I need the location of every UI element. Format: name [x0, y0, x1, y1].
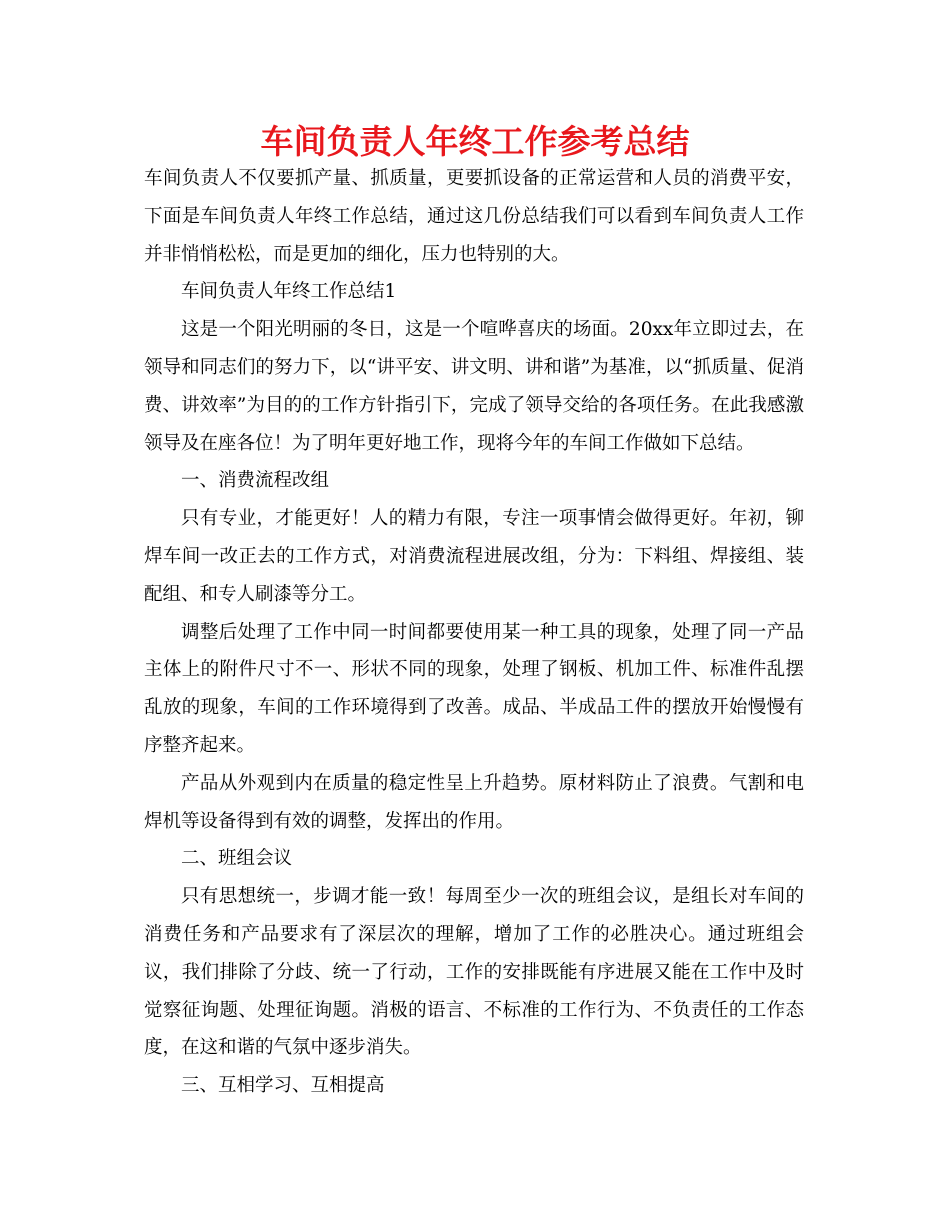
section-heading-summary-1: 车间负责人年终工作总结1 — [181, 281, 397, 303]
document-title: 车间负责人年终工作参考总结 — [260, 122, 690, 161]
body-paragraph: 这是一个阳光明丽的冬日，这是一个喧哗喜庆的场面。20xx年立即过去，在领导和同志们的努力下，以“讲平安、讲文明、讲和谐”为基准，以“抓质量、促消费、讲效率”为目的的工作方针指引下，完成了领导交给的各项任务。在此我感激领导及在座各位！为了明年更好地工作，现将今年的车间工作做如下总结。 — [144, 319, 804, 454]
body-paragraph: 只有专业，才能更好！人的精力有限，专注一项事情会做得更好。年初，铆焊车间一改正去的工作方式，对消费流程进展改组，分为：下料组、焊接组、装配组、和专人刷漆等分工。 — [144, 508, 804, 605]
section-heading-process-reorg: 一、消费流程改组 — [181, 470, 330, 492]
body-paragraph: 调整后处理了工作中同一时间都要使用某一种工具的现象，处理了同一产品主体上的附件尺寸不一、形状不同的现象，处理了钢板、机加工件、标准件乱摆乱放的现象，车间的工作环境得到了改善。成品、半成品工件的摆放开始慢慢有序整齐起来。 — [144, 621, 804, 756]
section-heading-team-meeting: 二、班组会议 — [181, 848, 293, 870]
document-body — [144, 160, 804, 1105]
body-paragraph: 只有思想统一，步调才能一致！每周至少一次的班组会议，是组长对车间的消费任务和产品要求有了深层次的理解，增加了工作的必胜决心。通过班组会议，我们排除了分歧、统一了行动，工作的安排既能有序进展又能在工作中及时觉察征询题、处理征询题。消极的语言、不标准的工作行为、不负责任的工作态度，在这和谐的气氛中逐步消失。 — [144, 886, 804, 1059]
intro-paragraph: 车间负责人不仅要抓产量、抓质量，更要抓设备的正常运营和人员的消费平安，下面是车间负责人年终工作总结，通过这几份总结我们可以看到车间负责人工作并非悄悄松松，而是更加的细化，压力也特别的大。 — [144, 168, 804, 265]
body-paragraph: 产品从外观到内在质量的稳定性呈上升趋势。原材料防止了浪费。气割和电焊机等设备得到有效的调整，发挥出的作用。 — [144, 772, 804, 832]
section-heading-mutual-learning: 三、互相学习、互相提高 — [181, 1075, 385, 1097]
